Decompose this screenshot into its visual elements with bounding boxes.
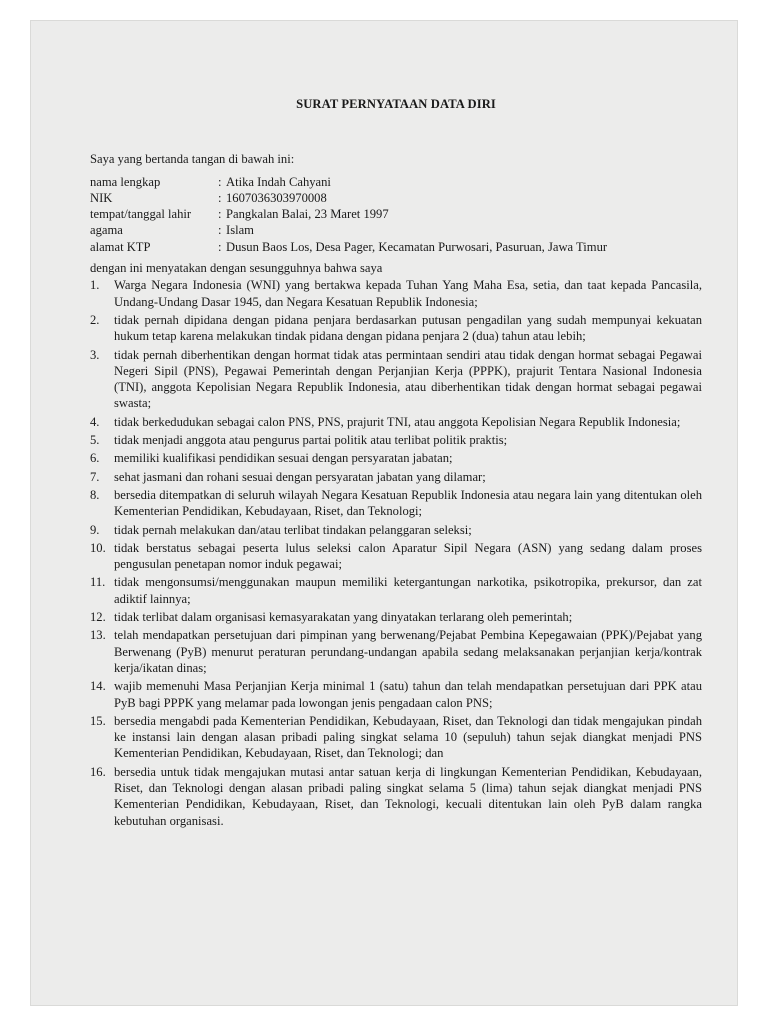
list-item: [90, 312, 702, 345]
list-item: [90, 713, 702, 762]
item-number: 6.: [90, 451, 100, 466]
item-number: 14.: [90, 679, 106, 694]
item-number: 4.: [90, 414, 100, 429]
list-item: [90, 522, 702, 538]
list-item: [90, 414, 702, 430]
identity-value: Dusun Baos Los, Desa Pager, Kecamatan Purwosari, Pasuruan, Jawa Timur: [226, 239, 608, 254]
item-number: 13.: [90, 628, 106, 643]
declaration-list: [90, 277, 702, 829]
list-item: [90, 574, 702, 607]
item-number: 11.: [90, 575, 106, 590]
list-item: [90, 627, 702, 676]
item-number: 10.: [90, 540, 106, 555]
item-text: bersedia ditempatkan di seluruh wilayah Negara Kesatuan Republik Indonesia atau negara lain yang ditentukan oleh Kementerian Pendidikan, Kebudayaan, Riset, dan Teknologi;: [114, 487, 702, 519]
item-text: tidak pernah melakukan dan/atau terlibat tindakan pelanggaran seleksi;: [114, 522, 472, 537]
document-title: SURAT PERNYATAAN DATA DIRI: [296, 97, 496, 111]
list-item: [90, 609, 702, 625]
item-text: tidak pernah diberhentikan dengan hormat tidak atas permintaan sendiri atau tidak dengan hormat sebagai Pegawai Negeri Sipil (PNS), Pegawai Pemerintah dengan Perjanjian Kerja (PPPK), prajurit Tentara Nasional Indonesia (TNI), anggota Kepolisian Negara Republik Indonesia, atau diberhentikan tidak dengan hormat sebagai pegawai swasta;: [114, 347, 702, 411]
item-number: 2.: [90, 312, 100, 327]
identity-row-address: [90, 239, 702, 255]
list-item: [90, 764, 702, 829]
item-text: bersedia untuk tidak mengajukan mutasi antar satuan kerja di lingkungan Kementerian Pendidikan, Kebudayaan, Riset, dan Teknologi dengan alasan pribadi paling singkat selama 5 (lima) tahun sejak diangkat menjadi PNS Kementerian Pendidikan, Kebudayaan, Riset, dan Teknologi, kecuali ditentukan lain oleh PyB dalam rangka kebutuhan organisasi.: [114, 764, 702, 828]
item-text: Warga Negara Indonesia (WNI) yang bertakwa kepada Tuhan Yang Maha Esa, setia, dan taat kepada Pancasila, Undang-Undang Dasar 1945, dan Negara Kesatuan Republik Indonesia;: [114, 278, 702, 309]
list-item: [90, 540, 702, 573]
item-number: 15.: [90, 713, 106, 728]
identity-label: nama lengkap: [90, 174, 161, 189]
item-text: tidak berstatus sebagai peserta lulus seleksi calon Aparatur Sipil Negara (ASN) yang sedang dalam proses pengusulan penetapan nomor induk pegawai;: [114, 540, 702, 572]
item-text: tidak pernah dipidana dengan pidana penjara berdasarkan putusan pengadilan yang sudah mempunyai kekuatan hukum tetap karena melakukan tindak pidana dengan pidana penjara 2 (dua) tahun atau lebih;: [114, 312, 702, 344]
identity-label: agama: [90, 223, 123, 238]
identity-value: Atika Indah Cahyani: [226, 174, 331, 189]
list-item: [90, 450, 702, 466]
document-body: [90, 96, 702, 831]
item-text: telah mendapatkan persetujuan dari pimpinan yang berwenang/Pejabat Pembina Kepegawaian (PPK)/Pejabat yang Berwenang (PyB) menurut peraturan perundang-undangan apabila sedang melaksanakan perjanjian kerja/kontrak kerja/ikatan dinas;: [114, 628, 702, 675]
identity-row-birth: [90, 206, 702, 222]
identity-row-religion: [90, 222, 702, 238]
list-item: [90, 277, 702, 310]
item-number: 3.: [90, 347, 100, 362]
identity-separator: :: [218, 239, 222, 254]
identity-separator: :: [218, 174, 222, 189]
declaration-intro: dengan ini menyatakan dengan sesungguhnya bahwa saya: [90, 261, 383, 276]
identity-block: [90, 174, 702, 255]
item-text: bersedia mengabdi pada Kementerian Pendidikan, Kebudayaan, Riset, dan Teknologi dan tidak mengajukan pindah ke instansi lain dengan alasan pribadi paling singkat selama 10 (sepuluh) tahun sejak diangkat menjadi PNS Kementerian Pendidikan, Kebudayaan, Riset, dan Teknologi; dan: [114, 713, 702, 761]
list-item: [90, 432, 702, 448]
item-text: wajib memenuhi Masa Perjanjian Kerja minimal 1 (satu) tahun dan telah mendapatkan persetujuan dari PPK atau PyB bagi PPPK yang melamar pada lowongan jenis pengadaan calon PNS;: [114, 679, 702, 710]
list-item: [90, 487, 702, 520]
identity-value: Pangkalan Balai, 23 Maret 1997: [226, 207, 389, 222]
item-text: tidak menjadi anggota atau pengurus partai politik atau terlibat politik praktis;: [114, 433, 508, 448]
identity-value: 1607036303970008: [226, 190, 327, 205]
item-text: tidak mengonsumsi/menggunakan maupun memiliki ketergantungan narkotika, psikotropika, prekursor, dan zat adiktif lainnya;: [114, 575, 702, 606]
item-number: 16.: [90, 764, 106, 779]
identity-row-nik: [90, 190, 702, 206]
identity-label: NIK: [90, 190, 113, 205]
document-page: [30, 20, 738, 1006]
identity-separator: :: [218, 207, 222, 222]
list-item: [90, 678, 702, 711]
item-number: 7.: [90, 469, 100, 484]
item-number: 12.: [90, 610, 106, 625]
list-item: [90, 347, 702, 412]
identity-row-name: [90, 174, 702, 190]
identity-separator: :: [218, 223, 222, 238]
item-number: 1.: [90, 278, 100, 293]
identity-label: alamat KTP: [90, 239, 151, 254]
identity-value: Islam: [226, 223, 254, 238]
item-number: 9.: [90, 522, 100, 537]
item-number: 8.: [90, 487, 100, 502]
item-text: tidak berkedudukan sebagai calon PNS, PNS, prajurit TNI, atau anggota Kepolisian Negara Republik Indonesia;: [114, 414, 681, 429]
intro-text: Saya yang bertanda tangan di bawah ini:: [90, 152, 295, 167]
identity-label: tempat/tanggal lahir: [90, 207, 192, 222]
identity-separator: :: [218, 190, 222, 205]
item-text: memiliki kualifikasi pendidikan sesuai dengan persyaratan jabatan;: [114, 451, 453, 466]
item-text: tidak terlibat dalam organisasi kemasyarakatan yang dinyatakan terlarang oleh pemerintah;: [114, 610, 573, 625]
item-text: sehat jasmani dan rohani sesuai dengan persyaratan jabatan yang dilamar;: [114, 469, 486, 484]
list-item: [90, 469, 702, 485]
item-number: 5.: [90, 433, 100, 448]
